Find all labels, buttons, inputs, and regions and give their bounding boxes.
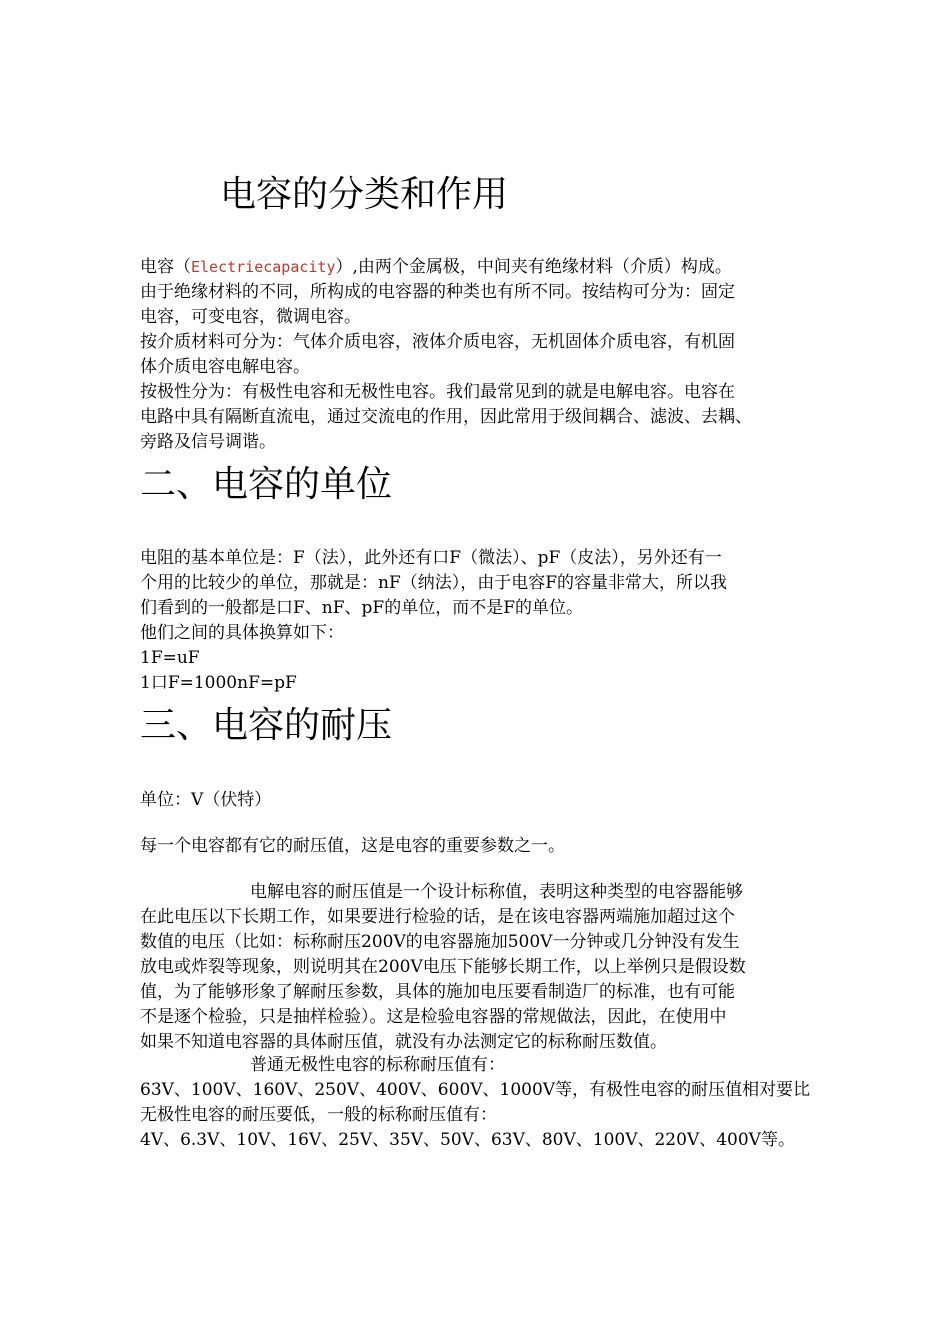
- body-text-line: 不是逐个检验，只是抽样检验）。这是检验电容器的常规做法，因此，在使用中: [140, 1007, 727, 1027]
- section-heading-voltage: 三、电容的耐压: [140, 705, 393, 746]
- document-title: 电容的分类和作用: [220, 174, 509, 215]
- body-text-line: 电阻的基本单位是：F（法），此外还有口F（微法）、pF（皮法），另外还有一: [140, 548, 722, 568]
- body-text-line: 4V、6.3V、10V、16V、25V、35V、50V、63V、80V、100V、220V、400V等。: [140, 1130, 795, 1150]
- section-heading-units: 二、电容的单位: [140, 464, 393, 505]
- body-text-line: 无极性电容的耐压要低，一般的标称耐压值有：: [140, 1105, 497, 1125]
- intro-text-after: ）,由两个金属极，中间夹有绝缘材料（介质）构成。: [335, 257, 732, 277]
- body-text-line: 电路中具有隔断直流电，通过交流电的作用，因此常用于级间耦合、滤波、去耦、: [140, 407, 752, 427]
- body-text-line: 电容，可变电容，微调电容。: [140, 307, 361, 327]
- body-text-line: 按极性分为：有极性电容和无极性电容。我们最常见到的就是电解电容。电容在: [140, 382, 735, 402]
- body-text-line: 旁路及信号调谐。: [140, 432, 276, 452]
- body-text-line: 们看到的一般都是口F、nF、pF的单位，而不是F的单位。: [140, 598, 584, 618]
- body-text-line: 数值的电压（比如：标称耐压200V的电容器施加500V一分钟或几分钟没有发生: [140, 932, 740, 952]
- english-term: Electriecapacity: [191, 258, 336, 276]
- body-text-line: 63V、100V、160V、250V、400V、600V、1000V等，有极性电容的耐压值相对要比: [140, 1080, 811, 1100]
- body-text-line: 在此电压以下长期工作，如果要进行检验的话，是在该电容器两端施加超过这个: [140, 907, 735, 927]
- intro-paragraph-line: [140, 255, 732, 280]
- body-text-line: 由于绝缘材料的不同，所构成的电容器的种类也有所不同。按结构可分为：固定: [140, 282, 735, 302]
- body-text-line: [140, 1053, 505, 1078]
- body-text-line: 他们之间的具体换算如下：: [140, 623, 344, 643]
- body-text-line: 放电或炸裂等现象，则说明其在200V电压下能够长期工作，以上举例只是假设数: [140, 957, 746, 977]
- body-text: 电解电容的耐压值是一个设计标称值，表明这种类型的电容器能够: [250, 882, 743, 902]
- intro-text-before: 电容（: [140, 257, 191, 277]
- body-text-line: 体介质电容电解电容。: [140, 357, 310, 377]
- unit-formula: 1F=uF: [140, 648, 200, 668]
- body-text-line: 按介质材料可分为：气体介质电容，液体介质电容，无机固体介质电容，有机固: [140, 332, 735, 352]
- body-text: 普通无极性电容的标称耐压值有：: [250, 1055, 505, 1075]
- unit-formula: 1口F=1000nF=pF: [140, 673, 297, 693]
- body-text-line: 个用的比较少的单位，那就是：nF（纳法），由于电容F的容量非常大，所以我: [140, 573, 728, 593]
- body-text-line: 如果不知道电容器的具体耐压值，就没有办法测定它的标称耐压数值。: [140, 1032, 667, 1052]
- summary-line: 每一个电容都有它的耐压值，这是电容的重要参数之一。: [140, 836, 565, 856]
- unit-line: 单位：V（伏特）: [140, 790, 272, 810]
- body-text-line: 值，为了能够形象了解耐压参数，具体的施加电压要看制造厂的标准，也有可能: [140, 982, 735, 1002]
- body-text-line: [140, 880, 743, 905]
